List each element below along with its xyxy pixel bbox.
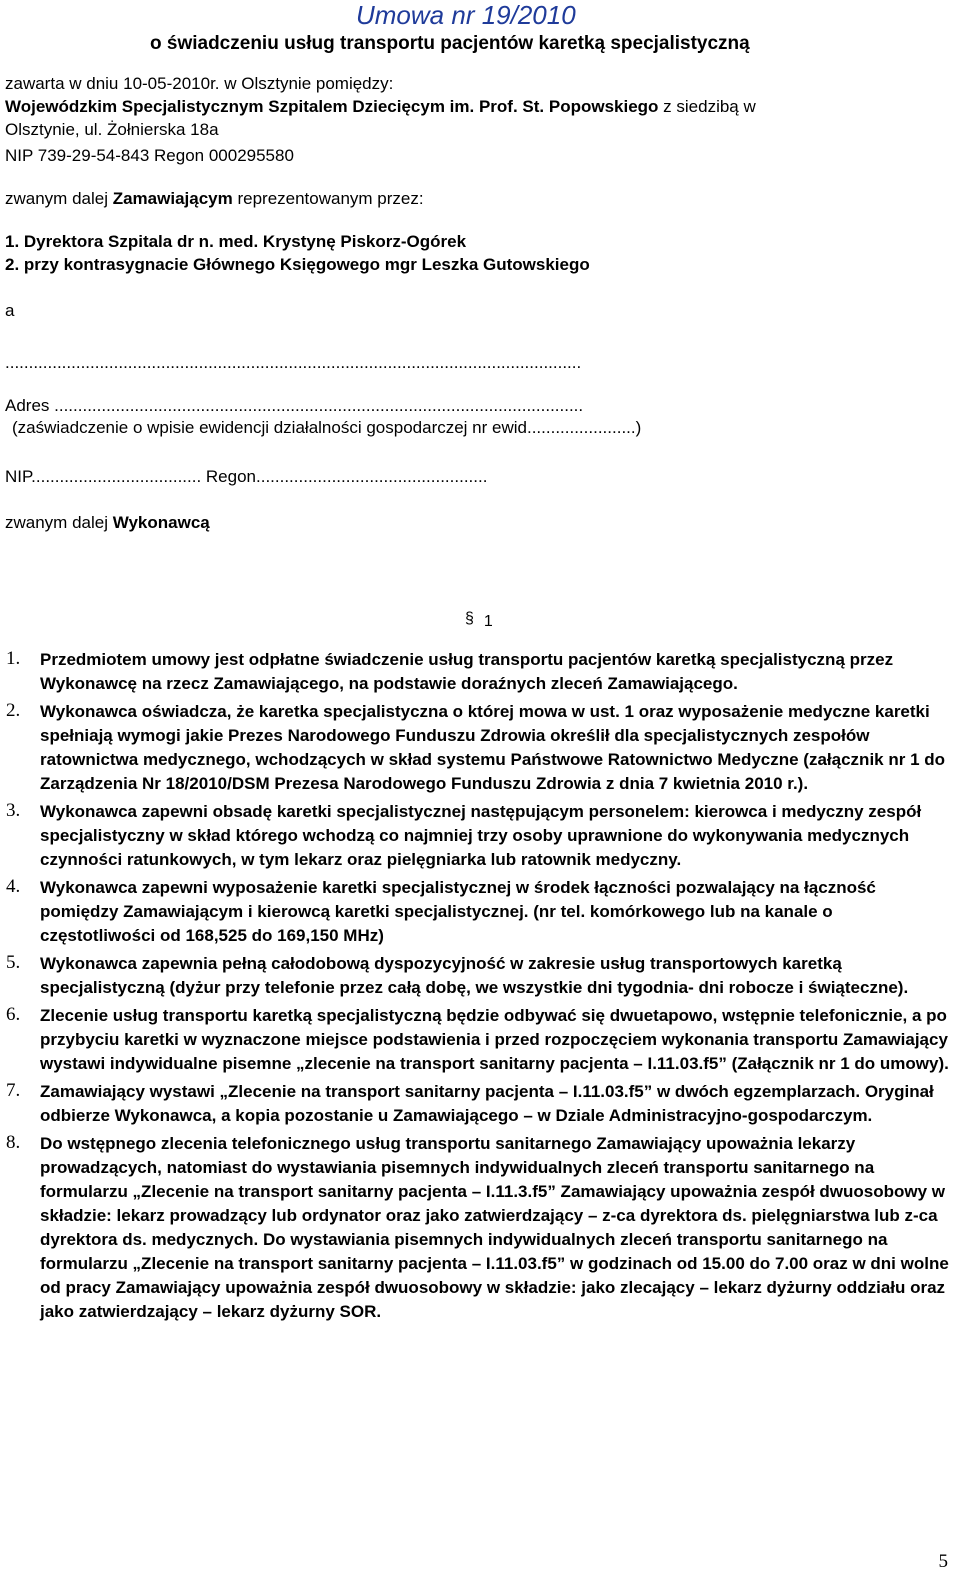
clause-item [6,800,950,872]
clause-text: Wykonawca oświadcza, że karetka specjalistyczna o której mowa w ust. 1 oraz wyposażenie medyczne karetki spełniają wymogi jakie Prezes Narodowego Funduszu Zdrowia określił dla specjalistycznych zespołów ratownictwa medycznego, wchodzących w skład systemu Państwowe Ratownictwo Medyczne (załącznik nr 1 do Zarządzenia Nr 18/2010/DSM Prezesa Narodowego Funduszu Zdrowia z dnia 7 kwietnia 2010 r.). [40,702,946,793]
document-subtitle: o świadczeniu usług transportu pacjentów karetką specjalistyczną [150,33,750,54]
business-registration-blank: (zaświadczenie o wpisie ewidencji działalności gospodarczej nr ewid.......................) [12,418,642,437]
clause-number: 5. [6,952,21,973]
clause-item [6,648,950,696]
and-conjunction: a [5,301,15,320]
clause-number: 6. [6,1004,21,1025]
representative-2: 2. przy kontrasygnacie Głównego Księgowego mgr Leszka Gutowskiego [5,255,590,274]
clause-number: 7. [6,1080,21,1101]
clause-text: Zlecenie usług transportu karetką specjalistyczną będzie odbywać się dwuetapowo, wstępnie telefonicznie, a po przybyciu karetki w wyznaczone miejsce podstawienia i przed rozpoczęciem wykonania transportu Zamawiający wystawi indywidualne pisemne „zlecenie na transport sanitarny pacjenta – I.11.03.f5” (Załącznik nr 1 do umowy). [40,1006,949,1073]
ordering-party-line [5,188,424,210]
clause-number: 3. [6,800,21,821]
ordering-party-prefix: zwanym dalej [5,189,113,208]
section-heading [465,610,493,630]
contractor-address-blank: Adres ................................................................................................................ [5,396,584,415]
clause-item [6,876,950,948]
hospital-name: Wojewódzkim Specjalistycznym Szpitalem Dziecięcym im. Prof. St. Popowskiego [5,97,659,116]
ordering-party-suffix: reprezentowanym przez: [232,189,424,208]
clause-number: 8. [6,1132,21,1153]
hospital-seat-text: z siedzibą w [658,97,756,116]
section-number: 1 [483,613,493,630]
clause-item [6,700,950,796]
hospital-nip-regon: NIP 739-29-54-843 Regon 000295580 [5,146,294,165]
clause-text: Do wstępnego zlecenia telefonicznego usług transportu sanitarnego Zamawiający upoważnia lekarzy prowadzących, natomiast do wystawiania pisemnych indywidualnych zleceń transportu sanitarnego na formularzu „Zlecenie na transport sanitarny pacjenta – I.11.3.f5” Zamawiający upoważnia zespół dwuosobowy w składzie: lekarz prowadzący lub ordynator oraz jako zatwierdzający – z-ca dyrektora ds. pielęgniarstwa lub z-ca dyrektora ds. medycznych. Do wystawiania pisemnych indywidualnych zleceń transportu sanitarnego na formularzu „Zlecenie na transport sanitarny pacjenta – I.11.03.f5” w godzinach od 15.00 do 7.00 oraz w dni wolne od pracy Zamawiający upoważnia zespół dwuosobowy w składzie: jako zlecający – lekarz dyżurny oddziału oraz jako zatwierdzający – lekarz dyżurny SOR. [40,1134,949,1321]
contractor-name-blank: .......................................................................................................................... [5,353,582,372]
clause-text: Wykonawca zapewni obsadę karetki specjalistycznej następującym personelem: kierowca i medyczny zespół specjalistyczny w skład którego wchodzą co najmniej trzy osoby uprawnione do wykonywania medycznych czynności ratunkowych, w tym lekarz oraz pielęgniarka lub ratownik medyczny. [40,802,922,869]
hospital-address: Olsztynie, ul. Żołnierska 18a [5,120,219,139]
contractor-prefix: zwanym dalej [5,513,113,532]
clause-text: Zamawiający wystawi „Zlecenie na transport sanitarny pacjenta – I.11.03.f5” w dwóch egzemplarzach. Oryginał odbierze Wykonawca, a kopia pozostanie u Zamawiającego – w Dziale Administracyjno-gospodarczym. [40,1082,934,1125]
clause-item [6,1080,950,1128]
clause-item [6,952,950,1000]
clause-item [6,1004,950,1076]
clause-number: 4. [6,876,21,897]
ordering-party-name: Zamawiającym [112,189,233,208]
clause-number: 1. [6,648,21,669]
section-sign: § [465,610,474,627]
clause-text: Wykonawca zapewni wyposażenie karetki specjalistycznej w środek łączności pozwalający na łączność pomiędzy Zamawiającym i kierowcą karetki specjalistycznej. (nr tel. komórkowego lub na kanale o częstotliwości od 168,525 do 169,150 MHz) [40,878,876,945]
clause-number: 2. [6,700,21,721]
document-title: Umowa nr 19/2010 [356,0,576,30]
contractor-label: Wykonawcą [112,513,210,532]
page-number: 5 [938,1551,948,1572]
representative-1: 1. Dyrektora Szpitala dr n. med. Krystynę Piskorz-Ogórek [5,232,467,251]
clause-item [6,1132,950,1324]
clause-text: Wykonawca zapewnia pełną całodobową dyspozycyjność w zakresie usług transportowych karetką specjalistyczną (dyżur przy telefonie przez całą dobę, we wszystkie dni tygodnia- dni robocze i świąteczne). [40,954,909,997]
contract-date-line: zawarta w dniu 10-05-2010r. w Olsztynie pomiędzy: [5,74,394,93]
clause-text: Przedmiotem umowy jest odpłatne świadczenie usług transportu pacjentów karetką specjalistyczną przez Wykonawcę na rzecz Zamawiającego, na podstawie doraźnych zleceń Zamawiającego. [40,650,894,693]
contractor-nip-regon-blank: NIP.................................... Regon................................................. [5,467,488,486]
hospital-name-line [5,96,756,118]
contract-clauses [6,648,950,1328]
contractor-line [5,512,210,534]
